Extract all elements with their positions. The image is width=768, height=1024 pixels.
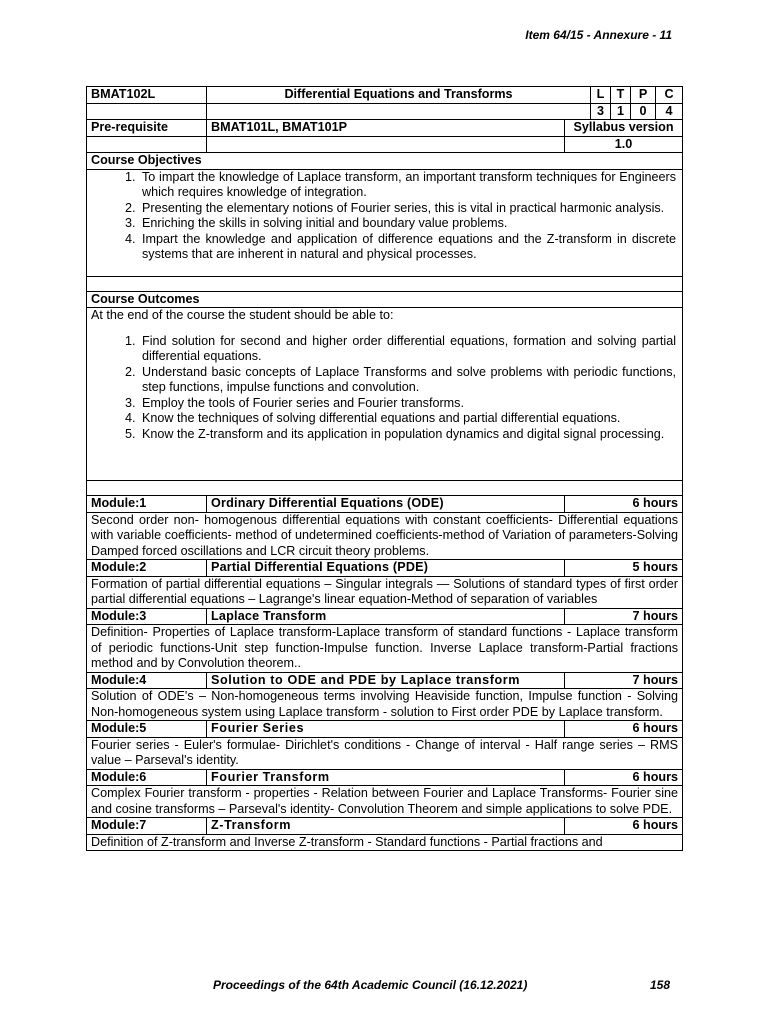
blank-cell: [87, 136, 207, 153]
blank-cell: [87, 103, 207, 120]
objective-item: 3. Enriching the skills in solving initial and boundary value problems.: [139, 216, 676, 232]
blank-row: [87, 276, 683, 291]
ltpc-value-l: 3: [591, 103, 611, 120]
module-title: Ordinary Differential Equations (ODE): [207, 496, 565, 513]
ltpc-label-l: L: [591, 87, 611, 104]
module-content: Definition- Properties of Laplace transform-Laplace transform of standard functions - Laplace transform of periodic functions-Unit step function-Impulse function. Inverse Laplace transform-Partial fractions method and by Convolution theorem..: [87, 625, 683, 673]
module-hours: 5 hours: [565, 560, 683, 577]
module-hours: 6 hours: [565, 721, 683, 738]
objective-item: 2. Presenting the elementary notions of Fourier series, this is vital in practical harmonic analysis.: [139, 201, 676, 217]
module-label: Module:3: [87, 608, 207, 625]
course-objectives-body: [87, 169, 683, 276]
blank-cell: [207, 103, 591, 120]
module-label: Module:6: [87, 769, 207, 786]
module-content: Complex Fourier transform - properties - Relation between Fourier and Laplace Transforms- Fourier sine and cosine transforms – Parseval's identity- Convolution Theorem and simple applications to solve PDE.: [87, 786, 683, 818]
ltpc-value-c: 4: [656, 103, 683, 120]
module-content: Solution of ODE's – Non-homogeneous terms involving Heaviside function, Impulse function - Solving Non-homogeneous system using Laplace transform - solution to First order PDE by Laplace transform.: [87, 689, 683, 721]
prerequisite-label: Pre-requisite: [87, 120, 207, 137]
blank-cell: [207, 136, 565, 153]
module-title: Fourier Transform: [207, 769, 565, 786]
objective-item: 4. Impart the knowledge and application of difference equations and the Z-transform in discrete systems that are inherent in natural and physical processes.: [139, 232, 676, 263]
module-hours: 7 hours: [565, 672, 683, 689]
objective-item: 1. To impart the knowledge of Laplace transform, an important transform techniques for Engineers which requires knowledge of integration.: [139, 170, 676, 201]
syllabus-table: [86, 86, 683, 851]
module-label: Module:5: [87, 721, 207, 738]
module-title: Solution to ODE and PDE by Laplace transform: [207, 672, 565, 689]
course-objectives-heading: Course Objectives: [87, 153, 683, 170]
ltpc-label-c: C: [656, 87, 683, 104]
ltpc-value-p: 0: [631, 103, 656, 120]
course-code: BMAT102L: [87, 87, 207, 104]
footer-proceedings: Proceedings of the 64th Academic Council (16.12.2021): [213, 978, 528, 992]
module-label: Module:7: [87, 818, 207, 835]
outcomes-intro: At the end of the course the student should be able to:: [91, 308, 394, 322]
page-number: 158: [650, 978, 671, 992]
module-content: Second order non- homogenous differential equations with constant coefficients- Differential equations with variable coefficients- method of undetermined coefficients-method of Variation of parameters-Solving Damped forced oscillations and LCR circuit theory problems.: [87, 512, 683, 560]
module-label: Module:1: [87, 496, 207, 513]
module-title: Z-Transform: [207, 818, 565, 835]
ltpc-label-p: P: [631, 87, 656, 104]
document-reference: Item 64/15 - Annexure - 11: [525, 28, 672, 42]
syllabus-version-label: Syllabus version: [565, 120, 683, 137]
ltpc-value-t: 1: [611, 103, 631, 120]
objectives-list: [91, 170, 676, 263]
module-hours: 7 hours: [565, 608, 683, 625]
module-hours: 6 hours: [565, 818, 683, 835]
module-hours: 6 hours: [565, 496, 683, 513]
outcome-item: 1. Find solution for second and higher order differential equations, formation and solving partial differential equations.: [139, 334, 676, 365]
module-content: Definition of Z-transform and Inverse Z-transform - Standard functions - Partial fractions and: [87, 834, 683, 851]
course-title: Differential Equations and Transforms: [207, 87, 591, 104]
module-content: Formation of partial differential equations – Singular integrals — Solutions of standard types of first order partial differential equations – Lagrange's linear equation-Method of separation of variables: [87, 576, 683, 608]
outcome-item: 2. Understand basic concepts of Laplace Transforms and solve problems with periodic functions, step functions, impulse functions and convolution.: [139, 365, 676, 396]
outcome-item: 3. Employ the tools of Fourier series and Fourier transforms.: [139, 396, 676, 412]
prerequisite-value: BMAT101L, BMAT101P: [207, 120, 565, 137]
blank-row: [87, 481, 683, 496]
module-label: Module:4: [87, 672, 207, 689]
course-outcomes-body: [87, 308, 683, 481]
module-hours: 6 hours: [565, 769, 683, 786]
module-content: Fourier series - Euler's formulae- Dirichlet's conditions - Change of interval - Half range series – RMS value – Parseval's identity.: [87, 737, 683, 769]
module-title: Partial Differential Equations (PDE): [207, 560, 565, 577]
outcome-item: 4. Know the techniques of solving differential equations and partial differential equations.: [139, 411, 676, 427]
outcome-item: 5. Know the Z-transform and its application in population dynamics and digital signal processing.: [139, 427, 676, 443]
module-title: Fourier Series: [207, 721, 565, 738]
syllabus-version-value: 1.0: [565, 136, 683, 153]
module-label: Module:2: [87, 560, 207, 577]
course-outcomes-heading: Course Outcomes: [87, 291, 683, 308]
outcomes-list: [91, 334, 676, 443]
module-title: Laplace Transform: [207, 608, 565, 625]
ltpc-label-t: T: [611, 87, 631, 104]
